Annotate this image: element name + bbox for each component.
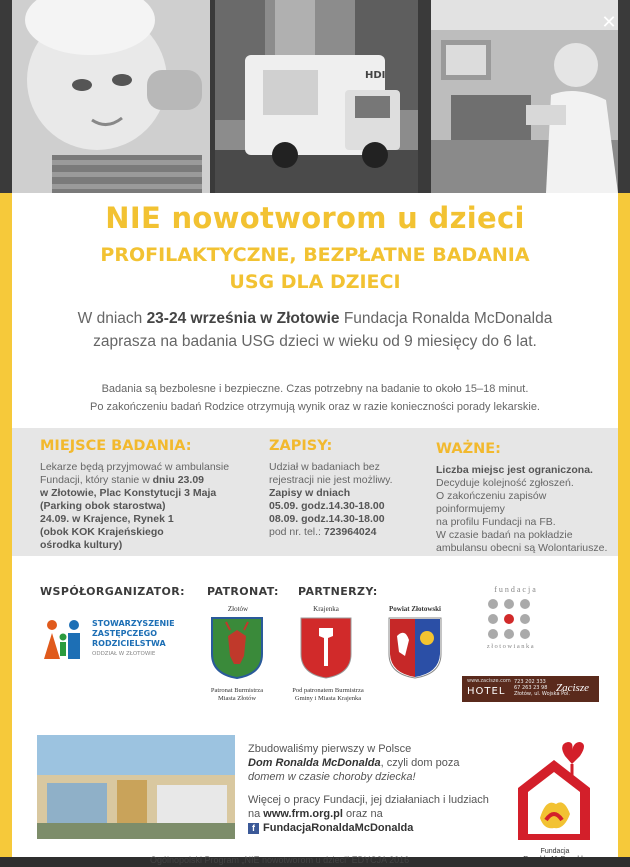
- stow-line-2: ZASTĘPCZEGO: [92, 629, 158, 638]
- facebook-page-link[interactable]: FundacjaRonaldaMcDonalda: [263, 822, 414, 834]
- powiat-crest-icon: [387, 616, 443, 680]
- ronald-house-photo: [37, 735, 235, 839]
- patron-label: PATRONAT:: [207, 585, 279, 598]
- subtitle-line-2: USG DLA DZIECI: [229, 271, 401, 293]
- hotel-name: Zacisze: [556, 682, 589, 694]
- krajenka-caption: Pod patronatem Burmistrza Gminy i Miasta Krajenka: [292, 687, 364, 702]
- note-line-2: Po zakończeniu badań Rodzice otrzymują wynik oraz w razie konieczności porady lekarskie.: [90, 401, 540, 413]
- page-title: NIE nowotworom u dzieci: [105, 201, 525, 235]
- important-heading: WAŻNE:: [436, 441, 501, 457]
- child-photo: [12, 0, 210, 193]
- frm-website-link[interactable]: www.frm.org.pl: [263, 808, 343, 820]
- close-icon[interactable]: ✕: [601, 12, 617, 33]
- stow-line-4: ODDZIAŁ W ZŁOTOWIE: [92, 651, 156, 657]
- place-heading: MIEJSCE BADANIA:: [40, 438, 192, 454]
- zlotowianka-dots-icon: [486, 597, 532, 641]
- signup-details: Udział w badaniach bez rejestracji nie jest możliwy. Zapisy w dniach 05.09. godz.14.30-18.00 08.09. godz.14.30-18.00 pod nr. tel.: 723964024: [269, 461, 393, 538]
- krajenka-name: Krajenka: [313, 605, 339, 613]
- family-icon: [40, 617, 88, 661]
- intro-line-2: zaprasza na badania USG dzieci w wieku od 9 miesięcy do 6 lat.: [93, 333, 537, 350]
- zlotow-name: Złotów: [227, 605, 249, 613]
- ronald-mcdonald-house-logo-icon: [510, 738, 600, 848]
- truck-hdi-logo: HDI: [365, 70, 386, 81]
- intro-line-1: W dniach 23-24 września w Złotowie Fundacja Ronalda McDonalda: [77, 310, 553, 327]
- fz-bottom-label: złotowianka: [486, 643, 536, 650]
- facebook-icon: f: [248, 823, 259, 834]
- coorganizer-label: WSPÓŁORGANIZATOR:: [40, 585, 185, 598]
- hotel-label: HOTEL: [467, 686, 506, 697]
- fz-top-label: fundacja: [494, 585, 538, 594]
- stowarzyszenie-logo: [40, 615, 190, 663]
- partners-label: PARTNERZY:: [298, 585, 378, 598]
- powiat-name: Powiat Złotowski: [389, 605, 441, 613]
- important-details: Liczba miejsc jest ograniczona. Decyduje kolejność zgłoszeń. O zakończeniu zapisów poinformujemy na profilu Fundacji na FB. W czasie badań na pokładzie ambulansu obecni są Wolontariusze.: [436, 464, 608, 554]
- zlotow-caption: Patronat Burmistrza Miasta Złotów: [210, 687, 264, 702]
- subtitle-line-1: PROFILAKTYCZNE, BEZPŁATNE BADANIA: [100, 244, 530, 266]
- stow-line-1: STOWARZYSZENIE: [92, 619, 175, 628]
- frm-logo-caption: Fundacja: [540, 848, 570, 855]
- hotel-zacisze-badge: www.zacisze.com HOTEL 723 202 333 67 263 23 98 Złotów, ul. Wojska Pol. Zacisze: [462, 676, 599, 702]
- ronald-house-text: Zbudowaliśmy pierwszy w Polsce Dom Ronalda McDonalda, czyli dom poza domem w czasie choroby dziecka! Więcej o pracy Fundacji, jej działaniach i ludziach na www.frm.org.pl oraz na f FundacjaRonaldaMcDonalda: [248, 743, 489, 834]
- note-line-1: Badania są bezbolesne i bezpieczne. Czas potrzebny na badanie to około 15–18 minut.: [101, 383, 529, 395]
- doctor-ultrasound-photo: [431, 0, 618, 193]
- signup-heading: ZAPISY:: [269, 438, 333, 454]
- footer-text: Ogólnopolski Program „NIE nowotworom u dzieci” EDYCJA 2016: [150, 855, 410, 865]
- zlotow-crest-icon: [210, 616, 264, 680]
- place-details: Lekarze będą przyjmować w ambulansie Fundacji, który stanie w dniu 23.09 w Złotowie, Plac Konstytucji 3 Maja (Parking obok starostwa) 24.09. w Krajence, Rynek 1 (obok KOK Krajeńskiego ośrodka kultury): [40, 461, 230, 551]
- photo-strip: [0, 0, 630, 193]
- ambulance-truck-photo: [215, 0, 418, 193]
- stow-line-3: RODZICIELSTWA: [92, 639, 166, 648]
- krajenka-crest-icon: [299, 616, 353, 680]
